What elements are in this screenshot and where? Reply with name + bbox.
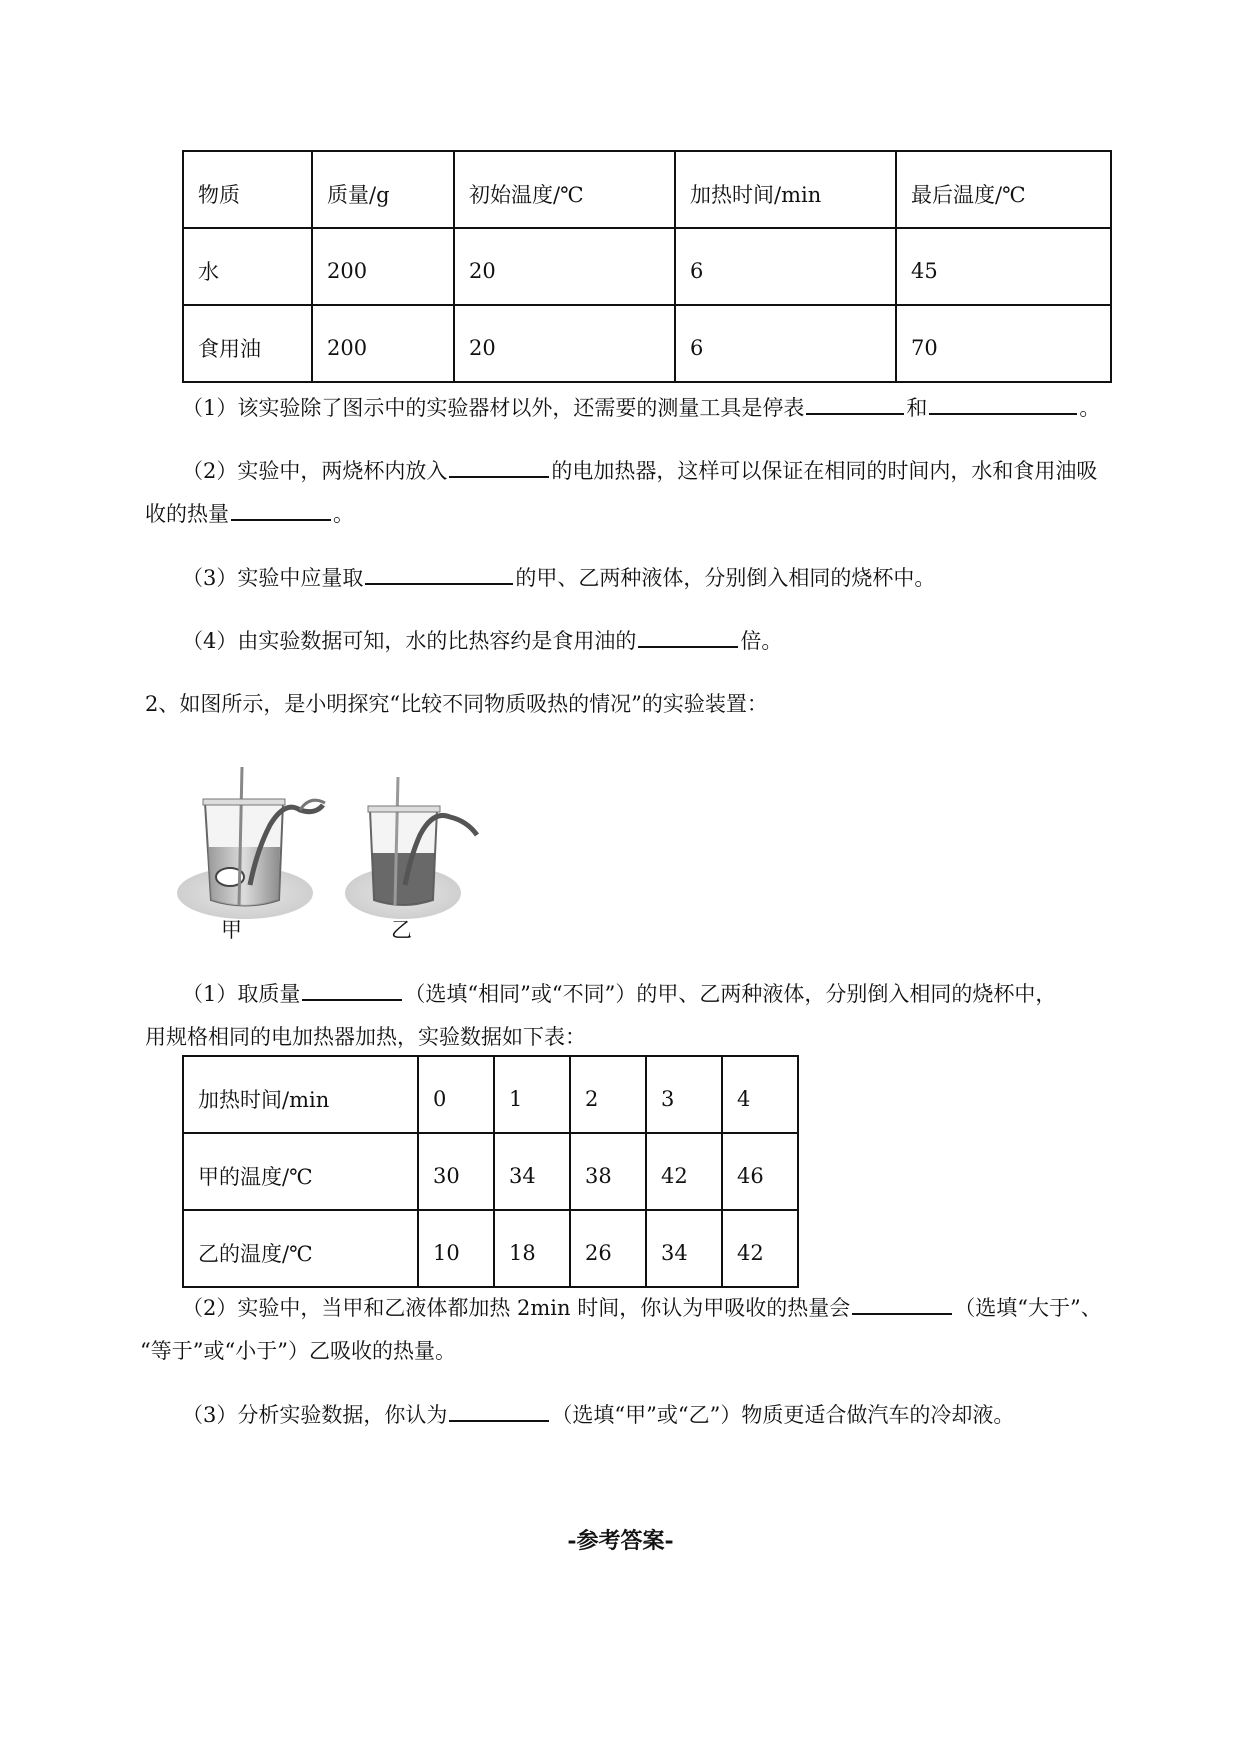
answer-blank[interactable]	[929, 391, 1077, 415]
q1-item-2-text-a: （2）实验中，两烧杯内放入	[182, 459, 448, 483]
table-row	[183, 1133, 798, 1210]
q2-item-2-text-a: （2）实验中，当甲和乙液体都加热 2min 时间，你认为甲吸收的热量会	[182, 1296, 851, 1320]
q1-item-4-text-b: 倍。	[740, 629, 783, 653]
answer-blank[interactable]	[449, 454, 549, 478]
q1-item-1-text-a: （1）该实验除了图示中的实验器材以外，还需要的测量工具是停表	[182, 396, 805, 420]
table-header-cell: 1	[494, 1056, 570, 1133]
table-header-cell: 加热时间/min	[675, 151, 896, 228]
table-header-row	[183, 151, 1111, 228]
beaker-figure	[175, 755, 525, 950]
table-header-cell: 加热时间/min	[183, 1056, 418, 1133]
figure-label-jia: 甲	[221, 918, 242, 942]
q2-item-1-cont: 用规格相同的电加热器加热，实验数据如下表：	[145, 1025, 586, 1049]
q2-item-2-text-b: （选填“大于”、	[954, 1296, 1102, 1320]
table-cell: 34	[646, 1210, 722, 1287]
beaker-jia	[177, 767, 325, 919]
table-header-cell: 物质	[183, 151, 312, 228]
table-cell: 38	[570, 1133, 646, 1210]
answer-blank[interactable]	[852, 1291, 952, 1315]
table-row	[183, 1210, 798, 1287]
table-cell: 46	[722, 1133, 798, 1210]
table-cell: 10	[418, 1210, 494, 1287]
table-row	[183, 305, 1111, 382]
table-cell: 30	[418, 1133, 494, 1210]
answer-blank[interactable]	[638, 624, 738, 648]
table-cell: 乙的温度/℃	[183, 1210, 418, 1287]
table-heating-data-2	[182, 1055, 799, 1288]
table-header-cell: 0	[418, 1056, 494, 1133]
q2-item-3-text-b: （选填“甲”或“乙”）物质更适合做汽车的冷却液。	[551, 1403, 1015, 1427]
table-heating-data-1	[182, 150, 1112, 383]
table-cell: 水	[183, 228, 312, 305]
table-cell: 70	[896, 305, 1111, 382]
q2-item-3	[182, 1394, 1014, 1437]
answer-section-title: -参考答案-	[567, 1528, 674, 1554]
figure-label-yi: 乙	[391, 918, 412, 942]
table-header-cell: 最后温度/℃	[896, 151, 1111, 228]
q1-item-2-cont	[145, 493, 354, 536]
q2-item-1-text-b: （选填“相同”或“不同”）的甲、乙两种液体，分别倒入相同的烧杯中，	[404, 982, 1057, 1006]
table-header-cell: 2	[570, 1056, 646, 1133]
table-header-cell: 4	[722, 1056, 798, 1133]
table-cell: 34	[494, 1133, 570, 1210]
answer-blank[interactable]	[449, 1398, 549, 1422]
table-cell: 20	[454, 228, 675, 305]
beaker-yi	[345, 777, 477, 919]
answer-blank[interactable]	[806, 391, 904, 415]
q1-item-4	[182, 620, 782, 663]
answer-blank[interactable]	[365, 561, 513, 585]
q1-item-1-text-c: 。	[1079, 396, 1101, 420]
q1-item-2	[182, 450, 1097, 493]
table-cell: 42	[646, 1133, 722, 1210]
q1-item-1	[182, 387, 1100, 430]
q1-item-2-text-c: 收的热量	[145, 502, 229, 526]
q1-item-2-text-d: 。	[333, 502, 354, 526]
q2-item-1-text-a: （1）取质量	[182, 982, 301, 1006]
table-cell: 42	[722, 1210, 798, 1287]
q2-item-2	[182, 1287, 1102, 1330]
table-header-cell: 初始温度/℃	[454, 151, 675, 228]
q2-item-2-cont: “等于”或“小于”）乙吸收的热量。	[140, 1339, 456, 1363]
q2-item-3-text-a: （3）分析实验数据，你认为	[182, 1403, 448, 1427]
q1-item-3	[182, 557, 935, 600]
table-cell: 200	[312, 305, 454, 382]
q2-item-1	[182, 973, 1056, 1016]
table-cell: 食用油	[183, 305, 312, 382]
table-cell: 甲的温度/℃	[183, 1133, 418, 1210]
table-cell: 200	[312, 228, 454, 305]
table-header-row	[183, 1056, 798, 1133]
answer-blank[interactable]	[231, 497, 331, 521]
table-header-cell: 3	[646, 1056, 722, 1133]
table-cell: 6	[675, 305, 896, 382]
q1-item-1-text-b: 和	[906, 396, 928, 420]
q1-item-4-text-a: （4）由实验数据可知，水的比热容约是食用油的	[182, 629, 637, 653]
q1-item-2-text-b: 的电加热器，这样可以保证在相同的时间内，水和食用油吸	[551, 459, 1098, 483]
table-cell: 45	[896, 228, 1111, 305]
table-cell: 18	[494, 1210, 570, 1287]
q1-item-3-text-b: 的甲、乙两种液体，分别倒入相同的烧杯中。	[515, 566, 936, 590]
table-cell: 6	[675, 228, 896, 305]
q2-intro: 2、如图所示，是小明探究“比较不同物质吸热的情况”的实验装置：	[145, 692, 768, 716]
table-cell: 20	[454, 305, 675, 382]
table-row	[183, 228, 1111, 305]
table-cell: 26	[570, 1210, 646, 1287]
table-header-cell: 质量/g	[312, 151, 454, 228]
answer-blank[interactable]	[302, 977, 402, 1001]
q1-item-3-text-a: （3）实验中应量取	[182, 566, 364, 590]
